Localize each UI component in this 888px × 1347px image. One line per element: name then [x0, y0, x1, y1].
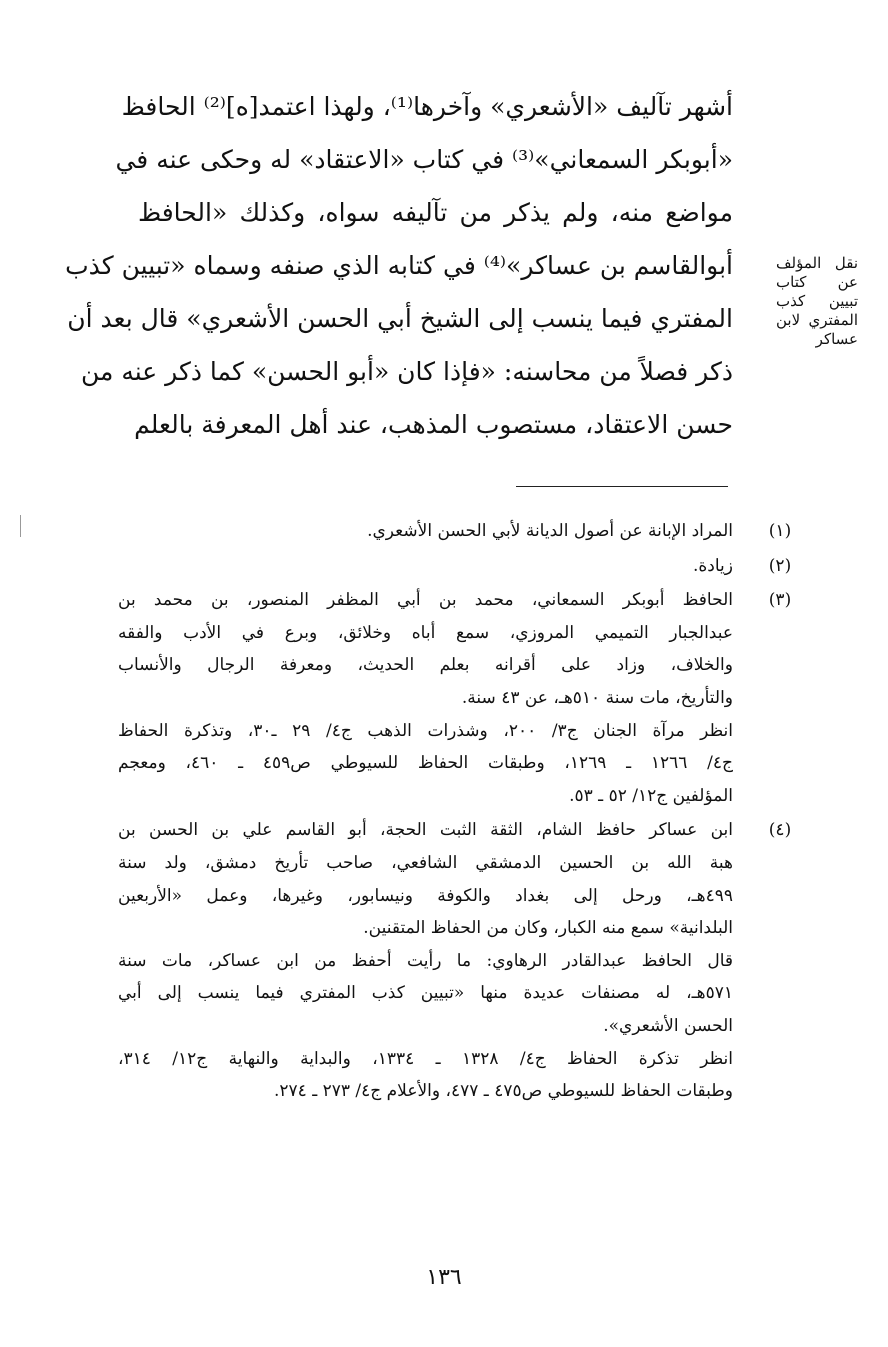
footnote-line: عبدالجبار التميمي المروزي، سمع أباه وخلائق، وبرع في الأدب والفقه [118, 622, 733, 643]
footnote-line: المؤلفين ج١٢/ ٥٢ ـ ٥٣. [569, 785, 733, 806]
footnote-number: (١) [768, 521, 792, 541]
footnote-2 [118, 550, 792, 583]
footnote-line: وطبقات الحفاظ للسيوطي ص٤٧٥ ـ ٤٧٧، والأعلام ج٤/ ٢٧٣ ـ ٢٧٤. [273, 1081, 733, 1102]
footnote-1 [118, 515, 792, 548]
footnote-line: انظر مرآة الجنان ج٣/ ٢٠٠، وشذرات الذهب ج٤/ ٢٩ ـ٣٠، وتذكرة الحفاظ [118, 720, 733, 741]
footnote-line: الحافظ أبوبكر السمعاني، محمد بن أبي المظفر المنصور، بن محمد بن [118, 590, 733, 611]
footnote-line: قال الحافظ عبدالقادر الرهاوي: ما رأيت أحفظ من ابن عساكر، مات سنة [118, 950, 733, 971]
margin-note-line: عن كتاب [776, 273, 858, 291]
footnote-line: والتأريخ، مات سنة ٥١٠هـ، عن ٤٣ سنة. [461, 687, 733, 708]
footnote-separator [516, 486, 728, 487]
page-number: ١٣٦ [426, 1265, 462, 1290]
footnote-line: البلدانية» سمع منه الكبار، وكان من الحفاظ المتقنين. [363, 918, 733, 939]
footnote-line: الحسن الأشعري». [603, 1015, 733, 1036]
footnote-3 [118, 584, 792, 812]
footnote-line: هبة الله بن الحسين الدمشقي الشافعي، صاحب تأريخ دمشق، ولد سنة [118, 852, 733, 873]
margin-note [776, 254, 858, 349]
margin-note-line: تبيين كذب [776, 292, 858, 310]
footnote-line: ج٤/ ١٢٦٦ ـ ١٢٦٩، وطبقات الحفاظ للسيوطي ص٤٥٩ ـ ٤٦٠، ومعجم [118, 753, 733, 774]
main-text-line: حسن الاعتقاد، مستصوب المذهب، عند أهل المعرفة بالعلم [134, 410, 733, 439]
footnotes [118, 515, 792, 1110]
footnote-line: ٤٩٩هـ، ورحل إلى بغداد والكوفة ونيسابور، وغيرها، وعمل «الأربعين [118, 885, 733, 906]
margin-note-line: عساكر [815, 330, 858, 348]
main-text [65, 80, 733, 451]
footnote-4 [118, 814, 792, 1107]
main-text-line: أبوالقاسم بن عساكر»⁽⁴⁾ في كتابه الذي صنفه وسماه «تبيين كذب [65, 251, 733, 280]
main-text-line: ذكر فصلاً من محاسنه: «فإذا كان «أبو الحسن» كما ذكر عنه من [80, 357, 733, 386]
main-text-line: «أبوبكر السمعاني»⁽³⁾ في كتاب «الاعتقاد» له وحكى عنه في [115, 145, 733, 174]
main-text-line: مواضع منه، ولم يذكر من تآليفه سواه، وكذلك «الحافظ [138, 198, 733, 227]
margin-note-line: المفتري لابن [776, 311, 858, 329]
footnote-line: انظر تذكرة الحفاظ ج٤/ ١٣٢٨ ـ ١٣٣٤، والبداية والنهاية ج١٢/ ٣١٤، [118, 1048, 733, 1069]
footnote-number: (٤) [768, 820, 792, 841]
footnote-line: والخلاف، وزاد على أقرانه بعلم الحديث، ومعرفة الرجال والأنساب [118, 655, 733, 676]
main-text-line: أشهر تآليف «الأشعري» وآخرها⁽¹⁾، ولهذا اعتمد[ه]⁽²⁾ الحافظ [121, 92, 733, 121]
margin-note-line: نقل المؤلف [776, 254, 858, 272]
footnote-line: المراد الإبانة عن أصول الديانة لأبي الحسن الأشعري. [367, 521, 733, 541]
main-text-line: المفتري فيما ينسب إلى الشيخ أبي الحسن الأشعري» قال بعد أن [67, 304, 733, 333]
scan-edge-mark [20, 515, 21, 537]
footnote-number: (٣) [768, 590, 792, 611]
footnote-line: ابن عساكر حافظ الشام، الثقة الثبت الحجة، أبو القاسم علي بن الحسن بن [118, 820, 733, 841]
footnote-number: (٢) [768, 555, 792, 576]
footnote-line: ٥٧١هـ، له مصنفات عديدة منها «تبيين كذب المفتري فيما ينسب إلى أبي [118, 983, 733, 1004]
footnote-line: زيادة. [692, 555, 733, 576]
